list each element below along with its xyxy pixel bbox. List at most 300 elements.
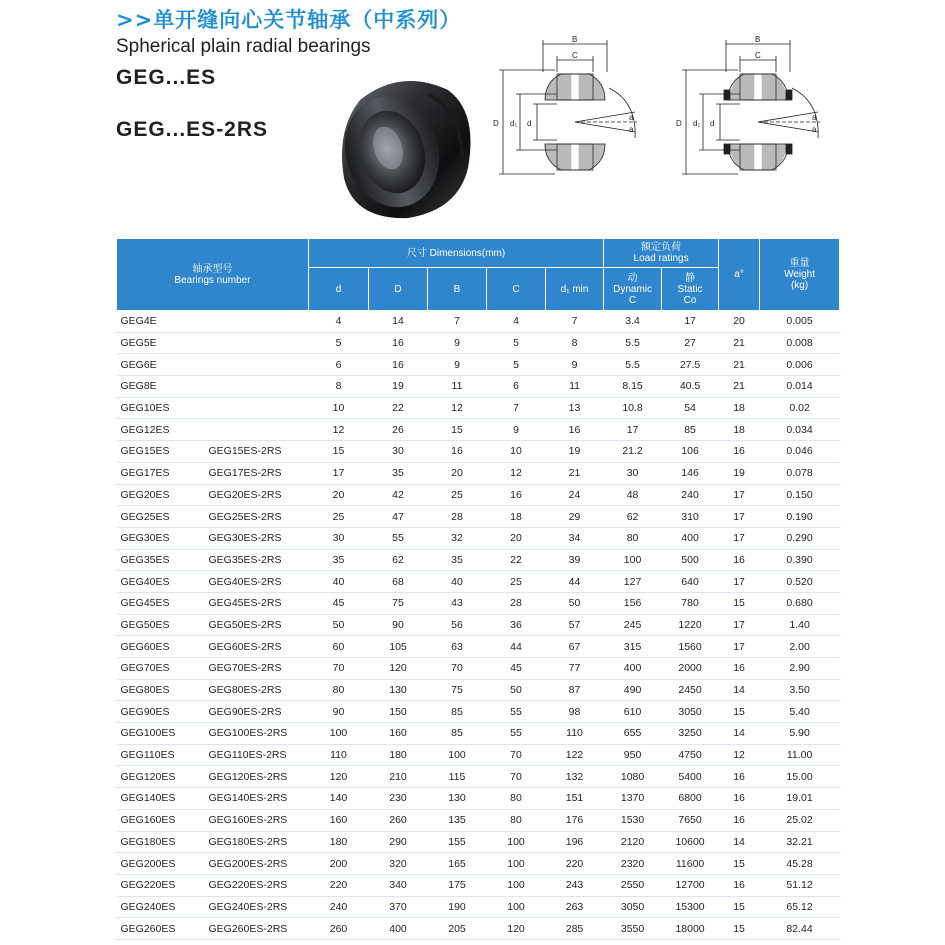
model-es-2rs: GEG160ES-2RS bbox=[205, 809, 309, 831]
header-dynamic-cn: 动 bbox=[627, 272, 638, 284]
cell-alpha: 14 bbox=[719, 831, 760, 853]
cell-outer-d: 210 bbox=[369, 766, 428, 788]
cell-d: 5 bbox=[309, 332, 369, 354]
cell-weight: 0.008 bbox=[760, 332, 840, 354]
header-weight bbox=[760, 239, 840, 311]
cell-outer-d: 120 bbox=[369, 658, 428, 680]
header-dynamic-symbol: C bbox=[628, 294, 637, 306]
model-es-2rs bbox=[205, 311, 309, 333]
cell-b: 9 bbox=[428, 332, 487, 354]
cell-weight: 2.00 bbox=[760, 636, 840, 658]
cell-d1-min: 98 bbox=[546, 701, 604, 723]
cell-weight: 0.680 bbox=[760, 592, 840, 614]
table-row bbox=[117, 462, 840, 484]
table-row bbox=[117, 354, 840, 376]
header-static bbox=[662, 268, 719, 311]
cell-d: 6 bbox=[309, 354, 369, 376]
cell-b: 9 bbox=[428, 354, 487, 376]
header-col-D: D bbox=[369, 268, 428, 311]
cell-d: 40 bbox=[309, 571, 369, 593]
cell-b: 63 bbox=[428, 636, 487, 658]
cell-outer-d: 105 bbox=[369, 636, 428, 658]
cell-alpha: 14 bbox=[719, 679, 760, 701]
cell-d: 260 bbox=[309, 918, 369, 940]
model-es: GEG17ES bbox=[117, 462, 205, 484]
cell-dynamic-load: 2120 bbox=[604, 831, 662, 853]
cell-b: 25 bbox=[428, 484, 487, 506]
table-row bbox=[117, 484, 840, 506]
header-bearing-number-en: Bearings number bbox=[174, 274, 251, 286]
header-dimensions: 尺寸 Dimensions(mm) bbox=[309, 239, 604, 268]
cell-dynamic-load: 100 bbox=[604, 549, 662, 571]
cell-d1-min: 7 bbox=[546, 311, 604, 333]
cell-alpha: 15 bbox=[719, 853, 760, 875]
cell-d: 50 bbox=[309, 614, 369, 636]
cell-static-load: 500 bbox=[662, 549, 719, 571]
cell-alpha: 17 bbox=[719, 527, 760, 549]
cell-b: 85 bbox=[428, 701, 487, 723]
cell-alpha: 16 bbox=[719, 658, 760, 680]
cell-dynamic-load: 5.5 bbox=[604, 354, 662, 376]
cell-weight: 5.40 bbox=[760, 701, 840, 723]
model-es-2rs: GEG40ES-2RS bbox=[205, 571, 309, 593]
cell-static-load: 12700 bbox=[662, 874, 719, 896]
header-alpha: a° bbox=[719, 239, 760, 311]
cell-d: 90 bbox=[309, 701, 369, 723]
model-es: GEG200ES bbox=[117, 853, 205, 875]
cell-dynamic-load: 490 bbox=[604, 679, 662, 701]
model-es-2rs: GEG17ES-2RS bbox=[205, 462, 309, 484]
cell-outer-d: 68 bbox=[369, 571, 428, 593]
cell-b: 100 bbox=[428, 744, 487, 766]
label-c: C bbox=[755, 51, 761, 60]
cell-outer-d: 340 bbox=[369, 874, 428, 896]
cell-c: 4 bbox=[487, 311, 546, 333]
cell-c: 55 bbox=[487, 701, 546, 723]
model-es-2rs bbox=[205, 354, 309, 376]
cell-c: 70 bbox=[487, 744, 546, 766]
model-es: GEG140ES bbox=[117, 788, 205, 810]
table-row bbox=[117, 679, 840, 701]
model-es-2rs: GEG80ES-2RS bbox=[205, 679, 309, 701]
cell-b: 135 bbox=[428, 809, 487, 831]
model-es: GEG180ES bbox=[117, 831, 205, 853]
label-alpha-upper: a bbox=[812, 113, 817, 122]
header-weight-unit: (kg) bbox=[790, 280, 809, 291]
table-row bbox=[117, 614, 840, 636]
label-alpha-lower: a bbox=[812, 125, 817, 134]
model-es-2rs bbox=[205, 332, 309, 354]
header-load-ratings-en: Load ratings bbox=[633, 253, 689, 264]
cell-outer-d: 160 bbox=[369, 723, 428, 745]
cell-d1-min: 19 bbox=[546, 441, 604, 463]
cell-b: 155 bbox=[428, 831, 487, 853]
cell-static-load: 2000 bbox=[662, 658, 719, 680]
model-es: GEG50ES bbox=[117, 614, 205, 636]
model-es-2rs bbox=[205, 397, 309, 419]
cell-b: 12 bbox=[428, 397, 487, 419]
model-es: GEG240ES bbox=[117, 896, 205, 918]
model-es: GEG30ES bbox=[117, 527, 205, 549]
cell-dynamic-load: 1530 bbox=[604, 809, 662, 831]
cell-weight: 0.150 bbox=[760, 484, 840, 506]
model-es: GEG10ES bbox=[117, 397, 205, 419]
model-es: GEG15ES bbox=[117, 441, 205, 463]
label-alpha-upper: a bbox=[629, 113, 634, 122]
model-es-2rs: GEG60ES-2RS bbox=[205, 636, 309, 658]
header-load-ratings bbox=[604, 239, 719, 268]
cell-weight: 25.02 bbox=[760, 809, 840, 831]
bearing-photo bbox=[330, 60, 480, 225]
table-row bbox=[117, 311, 840, 333]
model-es-2rs: GEG220ES-2RS bbox=[205, 874, 309, 896]
model-series-es: GEG...ES bbox=[116, 66, 217, 89]
cell-d1-min: 122 bbox=[546, 744, 604, 766]
cell-c: 9 bbox=[487, 419, 546, 441]
cell-alpha: 15 bbox=[719, 918, 760, 940]
cell-weight: 0.006 bbox=[760, 354, 840, 376]
cell-alpha: 21 bbox=[719, 354, 760, 376]
cell-dynamic-load: 156 bbox=[604, 592, 662, 614]
cell-dynamic-load: 245 bbox=[604, 614, 662, 636]
table-row bbox=[117, 376, 840, 398]
cell-weight: 0.390 bbox=[760, 549, 840, 571]
table-row bbox=[117, 571, 840, 593]
cross-section-drawing-es-2rs bbox=[668, 32, 838, 212]
cell-c: 70 bbox=[487, 766, 546, 788]
model-es: GEG45ES bbox=[117, 592, 205, 614]
cell-static-load: 27.5 bbox=[662, 354, 719, 376]
cell-d: 80 bbox=[309, 679, 369, 701]
cell-outer-d: 230 bbox=[369, 788, 428, 810]
cell-static-load: 3250 bbox=[662, 723, 719, 745]
table-row bbox=[117, 853, 840, 875]
cell-d: 10 bbox=[309, 397, 369, 419]
model-es: GEG8E bbox=[117, 376, 205, 398]
cell-d1-min: 243 bbox=[546, 874, 604, 896]
cell-static-load: 54 bbox=[662, 397, 719, 419]
table-row bbox=[117, 723, 840, 745]
cell-d1-min: 67 bbox=[546, 636, 604, 658]
cell-static-load: 240 bbox=[662, 484, 719, 506]
cell-d: 200 bbox=[309, 853, 369, 875]
cell-c: 22 bbox=[487, 549, 546, 571]
cell-weight: 0.078 bbox=[760, 462, 840, 484]
model-es-2rs: GEG45ES-2RS bbox=[205, 592, 309, 614]
cell-static-load: 27 bbox=[662, 332, 719, 354]
cell-weight: 2.90 bbox=[760, 658, 840, 680]
cell-dynamic-load: 48 bbox=[604, 484, 662, 506]
table-row bbox=[117, 592, 840, 614]
cell-c: 10 bbox=[487, 441, 546, 463]
label-b: B bbox=[572, 35, 578, 44]
cell-static-load: 146 bbox=[662, 462, 719, 484]
cell-d1-min: 285 bbox=[546, 918, 604, 940]
cell-alpha: 16 bbox=[719, 441, 760, 463]
cell-d1-min: 21 bbox=[546, 462, 604, 484]
cell-d1-min: 9 bbox=[546, 354, 604, 376]
label-d1: d₁ bbox=[693, 119, 701, 128]
cross-section-drawing-es bbox=[485, 32, 655, 212]
cell-alpha: 16 bbox=[719, 788, 760, 810]
cell-d1-min: 8 bbox=[546, 332, 604, 354]
cell-alpha: 16 bbox=[719, 766, 760, 788]
cell-alpha: 17 bbox=[719, 506, 760, 528]
cell-outer-d: 130 bbox=[369, 679, 428, 701]
table-row bbox=[117, 397, 840, 419]
header-bearing-number bbox=[117, 239, 309, 311]
header-static-en: Static bbox=[677, 283, 703, 295]
cell-dynamic-load: 127 bbox=[604, 571, 662, 593]
model-es: GEG120ES bbox=[117, 766, 205, 788]
table-row bbox=[117, 527, 840, 549]
cell-d1-min: 132 bbox=[546, 766, 604, 788]
model-es-2rs: GEG110ES-2RS bbox=[205, 744, 309, 766]
cell-static-load: 7650 bbox=[662, 809, 719, 831]
cell-static-load: 400 bbox=[662, 527, 719, 549]
cell-dynamic-load: 610 bbox=[604, 701, 662, 723]
cell-c: 45 bbox=[487, 658, 546, 680]
cell-weight: 0.290 bbox=[760, 527, 840, 549]
cell-dynamic-load: 21.2 bbox=[604, 441, 662, 463]
model-es: GEG5E bbox=[117, 332, 205, 354]
label-inner-d: d bbox=[710, 119, 715, 128]
cell-b: 85 bbox=[428, 723, 487, 745]
cell-dynamic-load: 17 bbox=[604, 419, 662, 441]
cell-weight: 3.50 bbox=[760, 679, 840, 701]
model-es-2rs: GEG200ES-2RS bbox=[205, 853, 309, 875]
cell-static-load: 1560 bbox=[662, 636, 719, 658]
table-row bbox=[117, 918, 840, 940]
label-outer-d: D bbox=[493, 119, 499, 128]
cell-d: 140 bbox=[309, 788, 369, 810]
cell-dynamic-load: 3550 bbox=[604, 918, 662, 940]
cell-c: 55 bbox=[487, 723, 546, 745]
table-row bbox=[117, 766, 840, 788]
model-es: GEG20ES bbox=[117, 484, 205, 506]
cell-d1-min: 151 bbox=[546, 788, 604, 810]
model-es: GEG100ES bbox=[117, 723, 205, 745]
table-row bbox=[117, 549, 840, 571]
cell-dynamic-load: 2550 bbox=[604, 874, 662, 896]
cell-weight: 65.12 bbox=[760, 896, 840, 918]
cell-d1-min: 24 bbox=[546, 484, 604, 506]
cell-alpha: 18 bbox=[719, 397, 760, 419]
cell-outer-d: 30 bbox=[369, 441, 428, 463]
cell-b: 28 bbox=[428, 506, 487, 528]
table-row bbox=[117, 441, 840, 463]
cell-alpha: 17 bbox=[719, 636, 760, 658]
cell-weight: 0.520 bbox=[760, 571, 840, 593]
cell-alpha: 15 bbox=[719, 592, 760, 614]
model-es: GEG12ES bbox=[117, 419, 205, 441]
label-alpha-lower: a bbox=[629, 125, 634, 134]
cell-d: 20 bbox=[309, 484, 369, 506]
cell-dynamic-load: 315 bbox=[604, 636, 662, 658]
cell-b: 35 bbox=[428, 549, 487, 571]
cell-outer-d: 62 bbox=[369, 549, 428, 571]
cell-outer-d: 47 bbox=[369, 506, 428, 528]
cell-d: 120 bbox=[309, 766, 369, 788]
cell-alpha: 16 bbox=[719, 549, 760, 571]
table-row bbox=[117, 658, 840, 680]
cell-outer-d: 320 bbox=[369, 853, 428, 875]
cell-static-load: 1220 bbox=[662, 614, 719, 636]
model-es: GEG260ES bbox=[117, 918, 205, 940]
cell-d1-min: 34 bbox=[546, 527, 604, 549]
cell-alpha: 16 bbox=[719, 874, 760, 896]
model-es: GEG220ES bbox=[117, 874, 205, 896]
cell-static-load: 15300 bbox=[662, 896, 719, 918]
header-load-ratings-cn: 额定负荷 bbox=[641, 242, 682, 253]
cell-weight: 15.00 bbox=[760, 766, 840, 788]
cell-b: 165 bbox=[428, 853, 487, 875]
model-es: GEG160ES bbox=[117, 809, 205, 831]
cell-b: 15 bbox=[428, 419, 487, 441]
cell-outer-d: 400 bbox=[369, 918, 428, 940]
cell-outer-d: 180 bbox=[369, 744, 428, 766]
cell-c: 100 bbox=[487, 874, 546, 896]
cell-alpha: 15 bbox=[719, 896, 760, 918]
cell-static-load: 11600 bbox=[662, 853, 719, 875]
cell-weight: 11.00 bbox=[760, 744, 840, 766]
model-es-2rs: GEG260ES-2RS bbox=[205, 918, 309, 940]
cell-d: 110 bbox=[309, 744, 369, 766]
cell-weight: 0.014 bbox=[760, 376, 840, 398]
cell-d1-min: 13 bbox=[546, 397, 604, 419]
cell-c: 80 bbox=[487, 788, 546, 810]
cell-c: 80 bbox=[487, 809, 546, 831]
cell-c: 50 bbox=[487, 679, 546, 701]
cell-alpha: 19 bbox=[719, 462, 760, 484]
cell-d1-min: 29 bbox=[546, 506, 604, 528]
cell-c: 16 bbox=[487, 484, 546, 506]
cell-d: 30 bbox=[309, 527, 369, 549]
cell-c: 100 bbox=[487, 853, 546, 875]
cell-weight: 45.28 bbox=[760, 853, 840, 875]
cell-static-load: 18000 bbox=[662, 918, 719, 940]
cell-static-load: 40.5 bbox=[662, 376, 719, 398]
cell-d: 45 bbox=[309, 592, 369, 614]
cell-dynamic-load: 655 bbox=[604, 723, 662, 745]
table-row bbox=[117, 744, 840, 766]
label-c: C bbox=[572, 51, 578, 60]
cell-d: 240 bbox=[309, 896, 369, 918]
model-series-es-2rs: GEG...ES-2RS bbox=[116, 118, 269, 141]
table-row bbox=[117, 332, 840, 354]
cell-static-load: 10600 bbox=[662, 831, 719, 853]
cell-outer-d: 19 bbox=[369, 376, 428, 398]
model-es: GEG110ES bbox=[117, 744, 205, 766]
cell-b: 32 bbox=[428, 527, 487, 549]
model-es-2rs: GEG35ES-2RS bbox=[205, 549, 309, 571]
model-es-2rs: GEG25ES-2RS bbox=[205, 506, 309, 528]
cell-static-load: 5400 bbox=[662, 766, 719, 788]
cell-b: 11 bbox=[428, 376, 487, 398]
cell-d: 17 bbox=[309, 462, 369, 484]
cell-static-load: 4750 bbox=[662, 744, 719, 766]
label-inner-d: d bbox=[527, 119, 532, 128]
cell-d1-min: 57 bbox=[546, 614, 604, 636]
table-row bbox=[117, 896, 840, 918]
cell-d1-min: 39 bbox=[546, 549, 604, 571]
model-es-2rs bbox=[205, 419, 309, 441]
model-es-2rs: GEG30ES-2RS bbox=[205, 527, 309, 549]
cell-b: 130 bbox=[428, 788, 487, 810]
cell-alpha: 17 bbox=[719, 484, 760, 506]
cell-outer-d: 35 bbox=[369, 462, 428, 484]
header-dynamic-en: Dynamic bbox=[613, 283, 652, 295]
cell-weight: 0.034 bbox=[760, 419, 840, 441]
table-row bbox=[117, 636, 840, 658]
cell-static-load: 85 bbox=[662, 419, 719, 441]
cell-outer-d: 290 bbox=[369, 831, 428, 853]
header-static-cn: 静 bbox=[685, 272, 696, 284]
cell-outer-d: 16 bbox=[369, 354, 428, 376]
label-b: B bbox=[755, 35, 761, 44]
cell-c: 5 bbox=[487, 332, 546, 354]
model-es-2rs: GEG140ES-2RS bbox=[205, 788, 309, 810]
cell-b: 56 bbox=[428, 614, 487, 636]
model-es: GEG60ES bbox=[117, 636, 205, 658]
cell-d1-min: 263 bbox=[546, 896, 604, 918]
model-es-2rs: GEG15ES-2RS bbox=[205, 441, 309, 463]
cell-d: 25 bbox=[309, 506, 369, 528]
header-bearing-number-cn: 轴承型号 bbox=[192, 263, 233, 275]
model-es: GEG6E bbox=[117, 354, 205, 376]
bearing-spec-table bbox=[116, 238, 840, 940]
cell-dynamic-load: 62 bbox=[604, 506, 662, 528]
cell-c: 6 bbox=[487, 376, 546, 398]
model-es: GEG25ES bbox=[117, 506, 205, 528]
cell-dynamic-load: 400 bbox=[604, 658, 662, 680]
cell-alpha: 17 bbox=[719, 614, 760, 636]
cell-b: 75 bbox=[428, 679, 487, 701]
cell-b: 190 bbox=[428, 896, 487, 918]
cell-dynamic-load: 3.4 bbox=[604, 311, 662, 333]
cell-outer-d: 90 bbox=[369, 614, 428, 636]
cell-alpha: 17 bbox=[719, 571, 760, 593]
cell-weight: 0.190 bbox=[760, 506, 840, 528]
model-es: GEG40ES bbox=[117, 571, 205, 593]
cell-d: 8 bbox=[309, 376, 369, 398]
cell-weight: 51.12 bbox=[760, 874, 840, 896]
cell-d1-min: 11 bbox=[546, 376, 604, 398]
cell-c: 36 bbox=[487, 614, 546, 636]
page-title-en: Spherical plain radial bearings bbox=[116, 36, 371, 57]
cell-alpha: 18 bbox=[719, 419, 760, 441]
cell-static-load: 6800 bbox=[662, 788, 719, 810]
cell-dynamic-load: 80 bbox=[604, 527, 662, 549]
cell-outer-d: 14 bbox=[369, 311, 428, 333]
cell-b: 175 bbox=[428, 874, 487, 896]
cell-b: 205 bbox=[428, 918, 487, 940]
model-es-2rs bbox=[205, 376, 309, 398]
model-es-2rs: GEG120ES-2RS bbox=[205, 766, 309, 788]
cell-dynamic-load: 1080 bbox=[604, 766, 662, 788]
cell-alpha: 21 bbox=[719, 332, 760, 354]
cell-outer-d: 260 bbox=[369, 809, 428, 831]
cell-d1-min: 16 bbox=[546, 419, 604, 441]
table-row bbox=[117, 874, 840, 896]
cell-d1-min: 50 bbox=[546, 592, 604, 614]
cell-static-load: 106 bbox=[662, 441, 719, 463]
cell-c: 25 bbox=[487, 571, 546, 593]
cell-d: 12 bbox=[309, 419, 369, 441]
cell-b: 43 bbox=[428, 592, 487, 614]
header-col-C: C bbox=[487, 268, 546, 311]
header-col-d1: d₁ min bbox=[546, 268, 604, 311]
